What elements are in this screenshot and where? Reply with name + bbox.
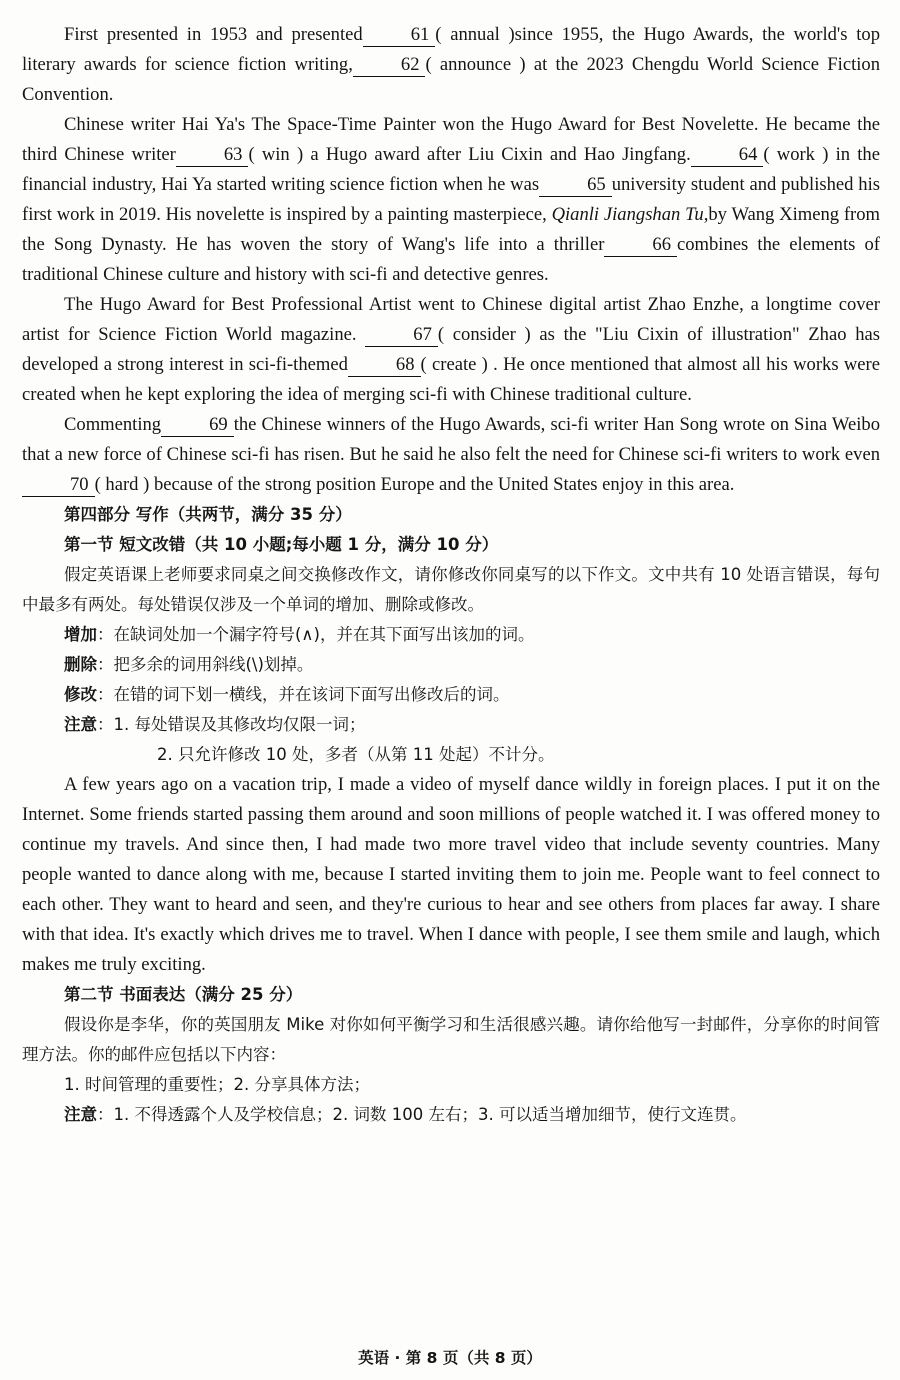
section1-intro: 假定英语课上老师要求同桌之间交换修改作文，请你修改你同桌写的以下作文。文中共有 10 处语言错误，每句中最多有两处。每处错误仅涉及一个单词的增加、删除或修改。	[22, 565, 880, 614]
section2-note-text: ：1. 不得透露个人及学校信息；2. 词数 100 左右；3. 可以适当增加细节，使行文连贯。	[97, 1105, 747, 1124]
text: ,by Wang Ximeng from the Song Dynasty. He has woven the story of Wang's life into a thriller	[22, 204, 880, 255]
note-label: 注意	[64, 715, 97, 734]
text: The Hugo Award for Best Professional Artist went to Chinese digital artist Zhao Enzhe, a longtime cover artist for Science Fiction World magazine.	[22, 294, 880, 345]
page-footer: 英语 · 第 8 页（共 8 页）	[358, 1349, 542, 1367]
section2-note	[22, 1100, 880, 1130]
text: combines the elements of traditional Chinese culture and history with sci-fi and detective genres.	[22, 234, 880, 285]
section2-note-label: 注意	[64, 1105, 97, 1124]
text: ( win ) a Hugo award after Liu Cixin and Hao Jingfang.	[248, 144, 691, 165]
section2-title: 第二节 书面表达（满分 25 分）	[64, 985, 303, 1004]
blank-68[interactable]: 68	[348, 354, 421, 377]
rule-modify	[22, 680, 880, 710]
note-2: 2. 只允许修改 10 处，多者（从第 11 处起）不计分。	[157, 745, 555, 764]
text: Commenting	[64, 414, 162, 435]
section1-title: 第一节 短文改错（共 10 小题;每小题 1 分，满分 10 分）	[64, 535, 499, 554]
text: the Chinese winners of the Hugo Awards, sci-fi writer Han Song wrote on Sina Weibo that a new force of Chinese sci-fi has risen. But he said he also felt the need for Chinese sci-fi writers to work even	[22, 414, 880, 465]
section2-intro: 假设你是李华，你的英国朋友 Mike 对你如何平衡学习和生活很感兴趣。请你给他写一封邮件，分享你的时间管理方法。你的邮件应包括以下内容：	[22, 1015, 880, 1064]
text: First presented in 1953 and presented	[64, 24, 363, 45]
rule-add-label: 增加	[64, 625, 97, 644]
exam-page	[22, 20, 880, 1130]
rule-delete-text: ：把多余的词用斜线(\)划掉。	[97, 655, 314, 674]
text: ( announce ) at the 2023 Chengdu World Science Fiction Convention.	[22, 54, 880, 105]
rule-add	[22, 620, 880, 650]
text: ( annual )since 1955, the Hugo Awards, the world's top literary awards for science fiction writing,	[22, 24, 881, 75]
text: ( work ) in the financial industry, Hai Ya started writing science fiction when he was	[22, 144, 880, 195]
note-1	[22, 710, 880, 740]
blank-67[interactable]: 67	[365, 324, 438, 347]
correction-essay: A few years ago on a vacation trip, I made a video of myself dance wildly in foreign places. I put it on the Internet. Some friends started passing them around and soon millions of people watched it. I was offered money to continue my travels. And since then, I had made two more travel video that include seventy countries. Many people wanted to dance along with me, because I started inviting them to join me. People want to feel connect to each other. They want to heard and seen, and they're curious to hear and see others from places far away. I share with that idea. It's exactly which drives me to travel. When I dance with people, I see them smile and laugh, which makes me truly exciting.	[22, 774, 880, 975]
rule-add-text: ：在缺词处加一个漏字符号(∧)，并在其下面写出该加的词。	[97, 625, 535, 644]
text: Chinese writer Hai Ya's The Space-Time Painter won the Hugo Award for Best Novelette. He became the third Chinese writer	[22, 114, 880, 165]
rule-modify-text: ：在错的词下划一横线，并在该词下面写出修改后的词。	[97, 685, 510, 704]
blank-64[interactable]: 64	[691, 144, 764, 167]
blank-63[interactable]: 63	[176, 144, 249, 167]
rule-delete	[22, 650, 880, 680]
blank-61[interactable]: 61	[363, 24, 436, 47]
blank-70[interactable]: 70	[22, 474, 95, 497]
rule-delete-label: 删除	[64, 655, 97, 674]
text: ( hard ) because of the strong position Europe and the United States enjoy in this area.	[94, 474, 735, 495]
painting-title: Qianli Jiangshan Tu	[551, 204, 704, 225]
note-1-text: ：1. 每处错误及其修改均仅限一词；	[97, 715, 366, 734]
passage-paragraph-2	[22, 110, 880, 290]
text: university student and published his first work in 2019. His novelette is inspired by a painting masterpiece,	[22, 174, 880, 225]
text: ( consider ) as the "Liu Cixin of illustration" Zhao has developed a strong interest in sci-fi-themed	[22, 324, 881, 375]
blank-65[interactable]: 65	[539, 174, 612, 197]
rule-modify-label: 修改	[64, 685, 97, 704]
blank-66[interactable]: 66	[604, 234, 677, 257]
passage-paragraph-3	[22, 290, 880, 410]
blank-62[interactable]: 62	[353, 54, 426, 77]
passage-paragraph-1	[22, 20, 880, 110]
passage-paragraph-4	[22, 410, 880, 500]
part4-title: 第四部分 写作（共两节，满分 35 分）	[64, 505, 352, 524]
blank-69[interactable]: 69	[161, 414, 234, 437]
text: ( create ) . He once mentioned that almost all his works were created when he kept exploring the idea of merging sci-fi with Chinese traditional culture.	[22, 354, 880, 405]
section2-points: 1. 时间管理的重要性；2. 分享具体方法；	[64, 1075, 370, 1094]
